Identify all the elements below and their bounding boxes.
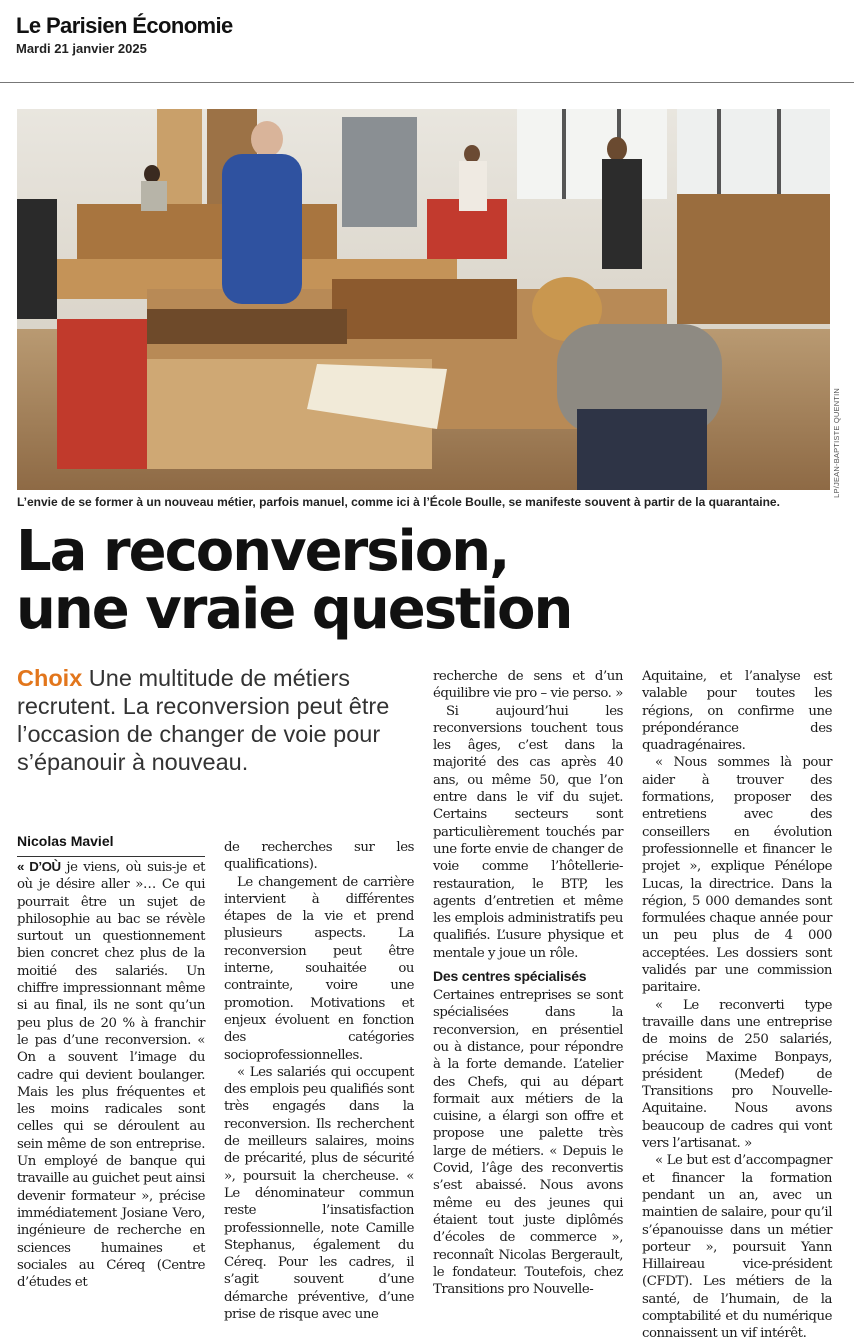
article-photo	[17, 109, 830, 490]
byline-divider	[17, 856, 205, 857]
deck-kicker: Choix	[17, 665, 83, 691]
article-column-3	[433, 668, 623, 1298]
article-paragraph: Certaines entreprises se sont spécialisées dans la reconversion, en présentiel ou à distance, pour répondre à la forte demande. L’atelier des Chefs, qui au départ formait aux métiers de la cuisine, a élargi son offre et propose une palette très large de métiers. « Depuis le Covid, l’âge des reconvertis s’est abaissé. Nous avons même eu des jeunes qui étaient tout juste diplômés d’écoles de commerce », reconnaît Nicolas Bergerault, le fondateur. Toutefois, chez Transitions pro Nouvelle-	[433, 988, 623, 1298]
article-paragraph: « Le reconverti type travaille dans une entreprise de moins de 250 salariés, précise Maxime Bonpays, président (Medef) de Transitions pro Nouvelle-Aquitaine. Nous avons beaucoup de cadres qui vont vers l’artisanat. »	[642, 997, 832, 1152]
photo-caption: L’envie de se former à un nouveau métier, parfois manuel, comme ici à l’École Boulle, se manifeste souvent à partir de la quarantaine.	[17, 495, 780, 509]
deck	[17, 664, 417, 776]
article-paragraph: Si aujourd’hui les reconversions touchent tous les âges, c’est dans la majorité des cas après 40 ans, ou même 50, que l’on entre dans le vif du sujet. Certains secteurs sont particulièrement touchés par une forte envie de changer de voie comme l’hôtellerie-restauration, le BTP, les agents d’entretien et même les emplois administratifs peu qualifiés. L’usure physique et mentale y joue un rôle.	[433, 703, 623, 961]
article-paragraph: « Nous sommes là pour aider à trouver des formations, proposer des entretiens avec des conseillers en évolution professionnelle et financer le projet », explique Pénélope Lucas, la directrice. Dans la région, 5 000 demandes sont formulées chaque année pour un peu plus de 4 000 acceptées. Les dossiers sont validés par une commission paritaire.	[642, 755, 832, 996]
lead-in: « D’OÙ	[17, 859, 61, 874]
deck-text: Une multitude de métiers recrutent. La reconversion peut être l’occasion de changer de voie pour s’épanouir à nouveau.	[17, 665, 390, 775]
masthead	[16, 14, 233, 56]
article-paragraph	[17, 858, 205, 1291]
article-paragraph: « Les salariés qui occupent des emplois peu qualifiés sont très engagés dans la reconversion. Ils recherchent de meilleurs salaires, moins de précarité, plus de sécurité », poursuit la chercheuse. « Le dénominateur commun reste l’insatisfaction professionnelle, note Camille Stephanus, également du Céreq. Pour les cadres, il s’agit souvent d’une démarche préventive, d’une prise de risque avec une	[224, 1064, 414, 1323]
article-paragraph: recherche de sens et d’un équilibre vie pro – vie perso. »	[433, 669, 623, 702]
headline	[16, 519, 836, 642]
article-paragraph: de recherches sur les qualifications).	[224, 840, 414, 873]
article-column-1	[17, 858, 205, 1291]
masthead-divider	[0, 82, 854, 83]
article-paragraph: « Le but est d’accompagner et financer la formation pendant un an, avec un maintien de salaire, pour qu’il s’épanouisse dans un métier porteur », poursuit Yann Hillaireau vice-président (CFDT). Les métiers de la santé, de l’humain, de la comptabilité et du numérique connaissent un vif intérêt.	[642, 1153, 832, 1342]
article-paragraph: Le changement de carrière intervient à différentes étapes de la vie et prend plusieurs aspects. La reconversion peut être interne, souhaitée ou contrainte, voire une promotion. Motivations et enjeux évoluent en fonction des catégories socioprofessionnelles.	[224, 874, 414, 1063]
author-byline: Nicolas Maviel	[17, 833, 114, 849]
subheading: Des centres spécialisés	[433, 968, 587, 985]
article-column-2	[224, 839, 414, 1323]
photo-credit: LP/JEAN-BAPTISTE QUENTIN	[832, 388, 841, 498]
headline-line-2: une vraie question	[16, 577, 572, 642]
brand-logo: Le Parisien Économie	[16, 13, 233, 38]
article-column-4	[642, 668, 832, 1343]
article-paragraph: Aquitaine, et l’analyse est valable pour toutes les régions, on confirme une prépondérance des quadragénaires.	[642, 669, 832, 754]
headline-line-1: La reconversion,	[16, 519, 509, 584]
publication-date: Mardi 21 janvier 2025	[16, 41, 147, 56]
paragraph-text: je viens, où suis-je et où je désire aller »… Ce qui pourrait être un sujet de philosophie au bac se révèle surtout un questionnement bien concret chez plus de la moitié des salariés. Un chiffre impressionnant même si au final, ils ne sont qu’un peu plus de 20 % à franchir le pas d’une reconversion. « On a souvent l’image du cadre qui devient boulanger. Mais les plus fréquentes et les moins radicales sont celles qui se déroulent au sein même de son entreprise. Un employé de banque qui travaille au guichet peut ainsi devenir formateur », précise immédiatement Josiane Vero, ingénieure de recherche en sciences humaines et sociales au Céreq (Centre d’études et	[17, 860, 205, 1291]
